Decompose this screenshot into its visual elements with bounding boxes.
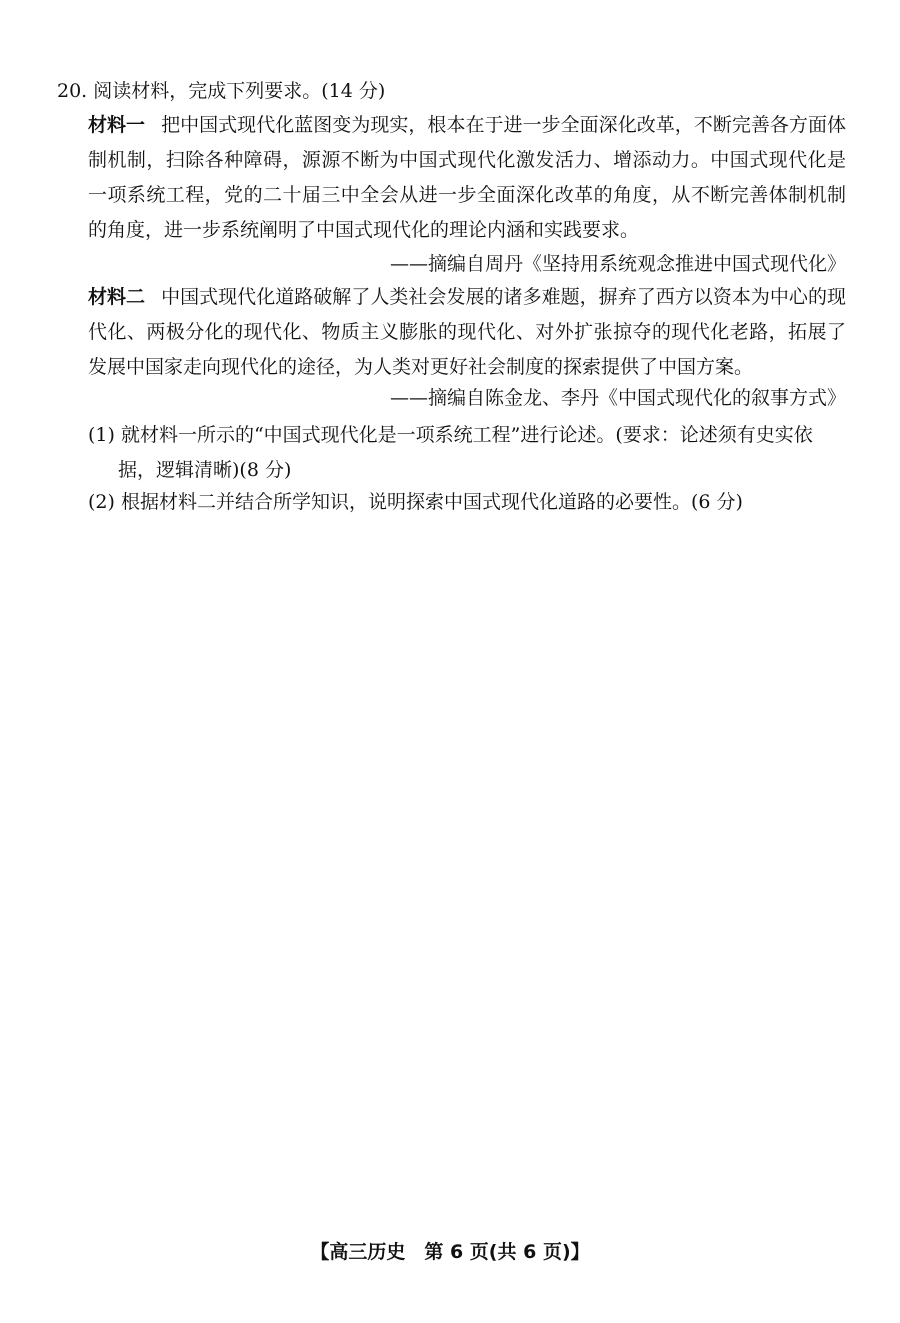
material-one-label: 材料一 [88, 114, 146, 136]
sub-question-2 [88, 485, 846, 520]
material-one-text: 把中国式现代化蓝图变为现实，根本在于进一步全面深化改革，不断完善各方面体制机制，扫除各种障碍，源源不断为中国式现代化激发活力、增添动力。中国式现代化是一项系统工程，党的二十届三中全会从进一步全面深化改革的角度，从不断完善体制机制的角度，进一步系统阐明了中国式现代化的理论内涵和实践要求。 [88, 114, 846, 241]
sub-question-1 [88, 418, 846, 488]
page-footer: 【高三历史 第 6 页(共 6 页)】 [310, 1241, 590, 1263]
material-two-label: 材料二 [88, 286, 146, 308]
material-two [88, 280, 846, 385]
material-one-source: ——摘编自周丹《坚持用系统观念推进中国式现代化》 [389, 253, 846, 275]
question-title: 20. 阅读材料，完成下列要求。(14 分) [57, 80, 386, 102]
sub-question-1-line2: 据，逻辑清晰)(8 分) [118, 459, 292, 481]
sub-question-2-line1: (2) 根据材料二并结合所学知识，说明探索中国式现代化道路的必要性。(6 分) [88, 491, 743, 513]
material-two-source: ——摘编自陈金龙、李丹《中国式现代化的叙事方式》 [389, 387, 846, 409]
sub-question-1-line1: (1) 就材料一所示的“中国式现代化是一项系统工程”进行论述。(要求：论述须有史实依 [88, 424, 813, 446]
material-two-text: 中国式现代化道路破解了人类社会发展的诸多难题，摒弃了西方以资本为中心的现代化、两极分化的现代化、物质主义膨胀的现代化、对外扩张掠夺的现代化老路，拓展了发展中国家走向现代化的途径，为人类对更好社会制度的探索提供了中国方案。 [88, 286, 846, 378]
material-one [88, 108, 846, 248]
